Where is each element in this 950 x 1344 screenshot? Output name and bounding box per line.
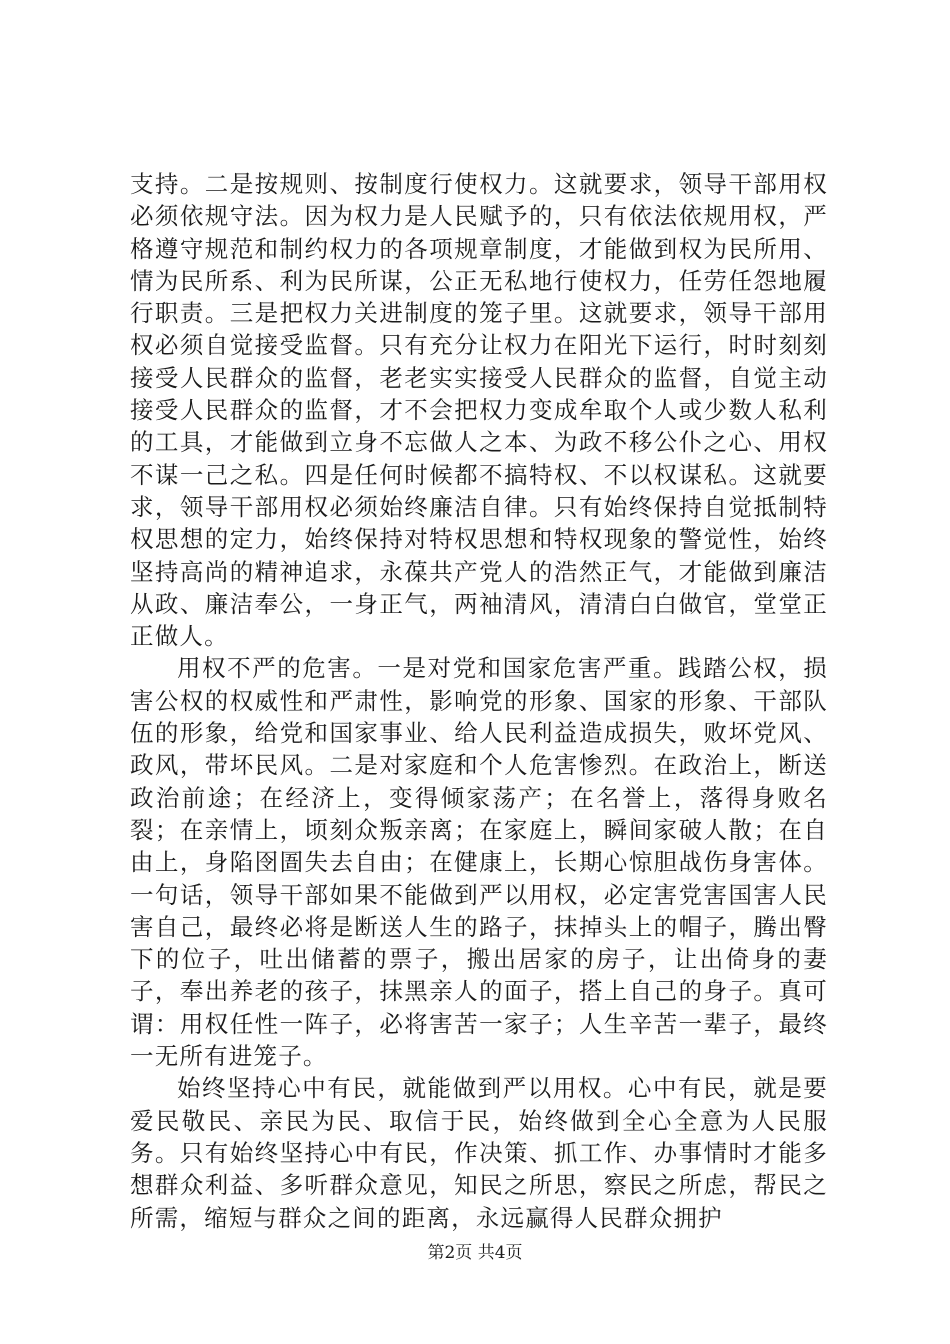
paragraph-3: 始终坚持心中有民，就能做到严以用权。心中有民，就是要爱民敬民、亲民为民、取信于民，始终做到全心全意为人民服务。只有始终坚持心中有民，作决策、抓工作、办事情时才能多想群众利益、多听群众意见，知民之所思，察民之所虑，帮民之所需，缩短与群众之间的距离，永远赢得人民群众拥护 <box>130 1074 828 1232</box>
page-number-footer: 第2页 共4页 <box>427 1243 523 1263</box>
paragraph-1: 支持。二是按规则、按制度行使权力。这就要求，领导干部用权必须依规守法。因为权力是人民赋予的，只有依法依规用权，严格遵守规范和制约权力的各项规章制度，才能做到权为民所用、情为民所系、利为民所谋，公正无私地行使权力，任劳任怨地履行职责。三是把权力关进制度的笼子里。这就要求，领导干部用权必须自觉接受监督。只有充分让权力在阳光下运行，时时刻刻接受人民群众的监督，老老实实接受人民群众的监督，自觉主动接受人民群众的监督，才不会把权力变成牟取个人或少数人私利的工具，才能做到立身不忘做人之本、为政不移公仆之心、用权不谋一己之私。四是任何时候都不搞特权、不以权谋私。这就要求，领导干部用权必须始终廉洁自律。只有始终保持自觉抵制特权思想的定力，始终保持对特权思想和特权现象的警觉性，始终坚持高尚的精神追求，永葆共产党人的浩然正气，才能做到廉洁从政、廉洁奉公，一身正气，两袖清风，清清白白做官，堂堂正正做人。 <box>130 170 828 651</box>
paragraph-2: 用权不严的危害。一是对党和国家危害严重。践踏公权，损害公权的权威性和严肃性，影响党的形象、国家的形象、干部队伍的形象，给党和国家事业、给人民利益造成损失，败坏党风、政风，带坏民风。二是对家庭和个人危害惨烈。在政治上，断送政治前途；在经济上，变得倾家荡产；在名誉上，落得身败名裂；在亲情上，顷刻众叛亲离；在家庭上，瞬间家破人散；在自由上，身陷囹圄失去自由；在健康上，长期心惊胆战伤身害体。一句话，领导干部如果不能做到严以用权，必定害党害国害人民害自己，最终必将是断送人生的路子，抹掉头上的帽子，腾出臀下的位子，吐出储蓄的票子，搬出居家的房子，让出倚身的妻子，奉出养老的孩子，抹黑亲人的面子，搭上自己的身子。真可谓：用权任性一阵子，必将害苦一家子；人生辛苦一辈子，最终一无所有进笼子。 <box>130 654 828 1071</box>
document-body <box>130 168 828 1234</box>
